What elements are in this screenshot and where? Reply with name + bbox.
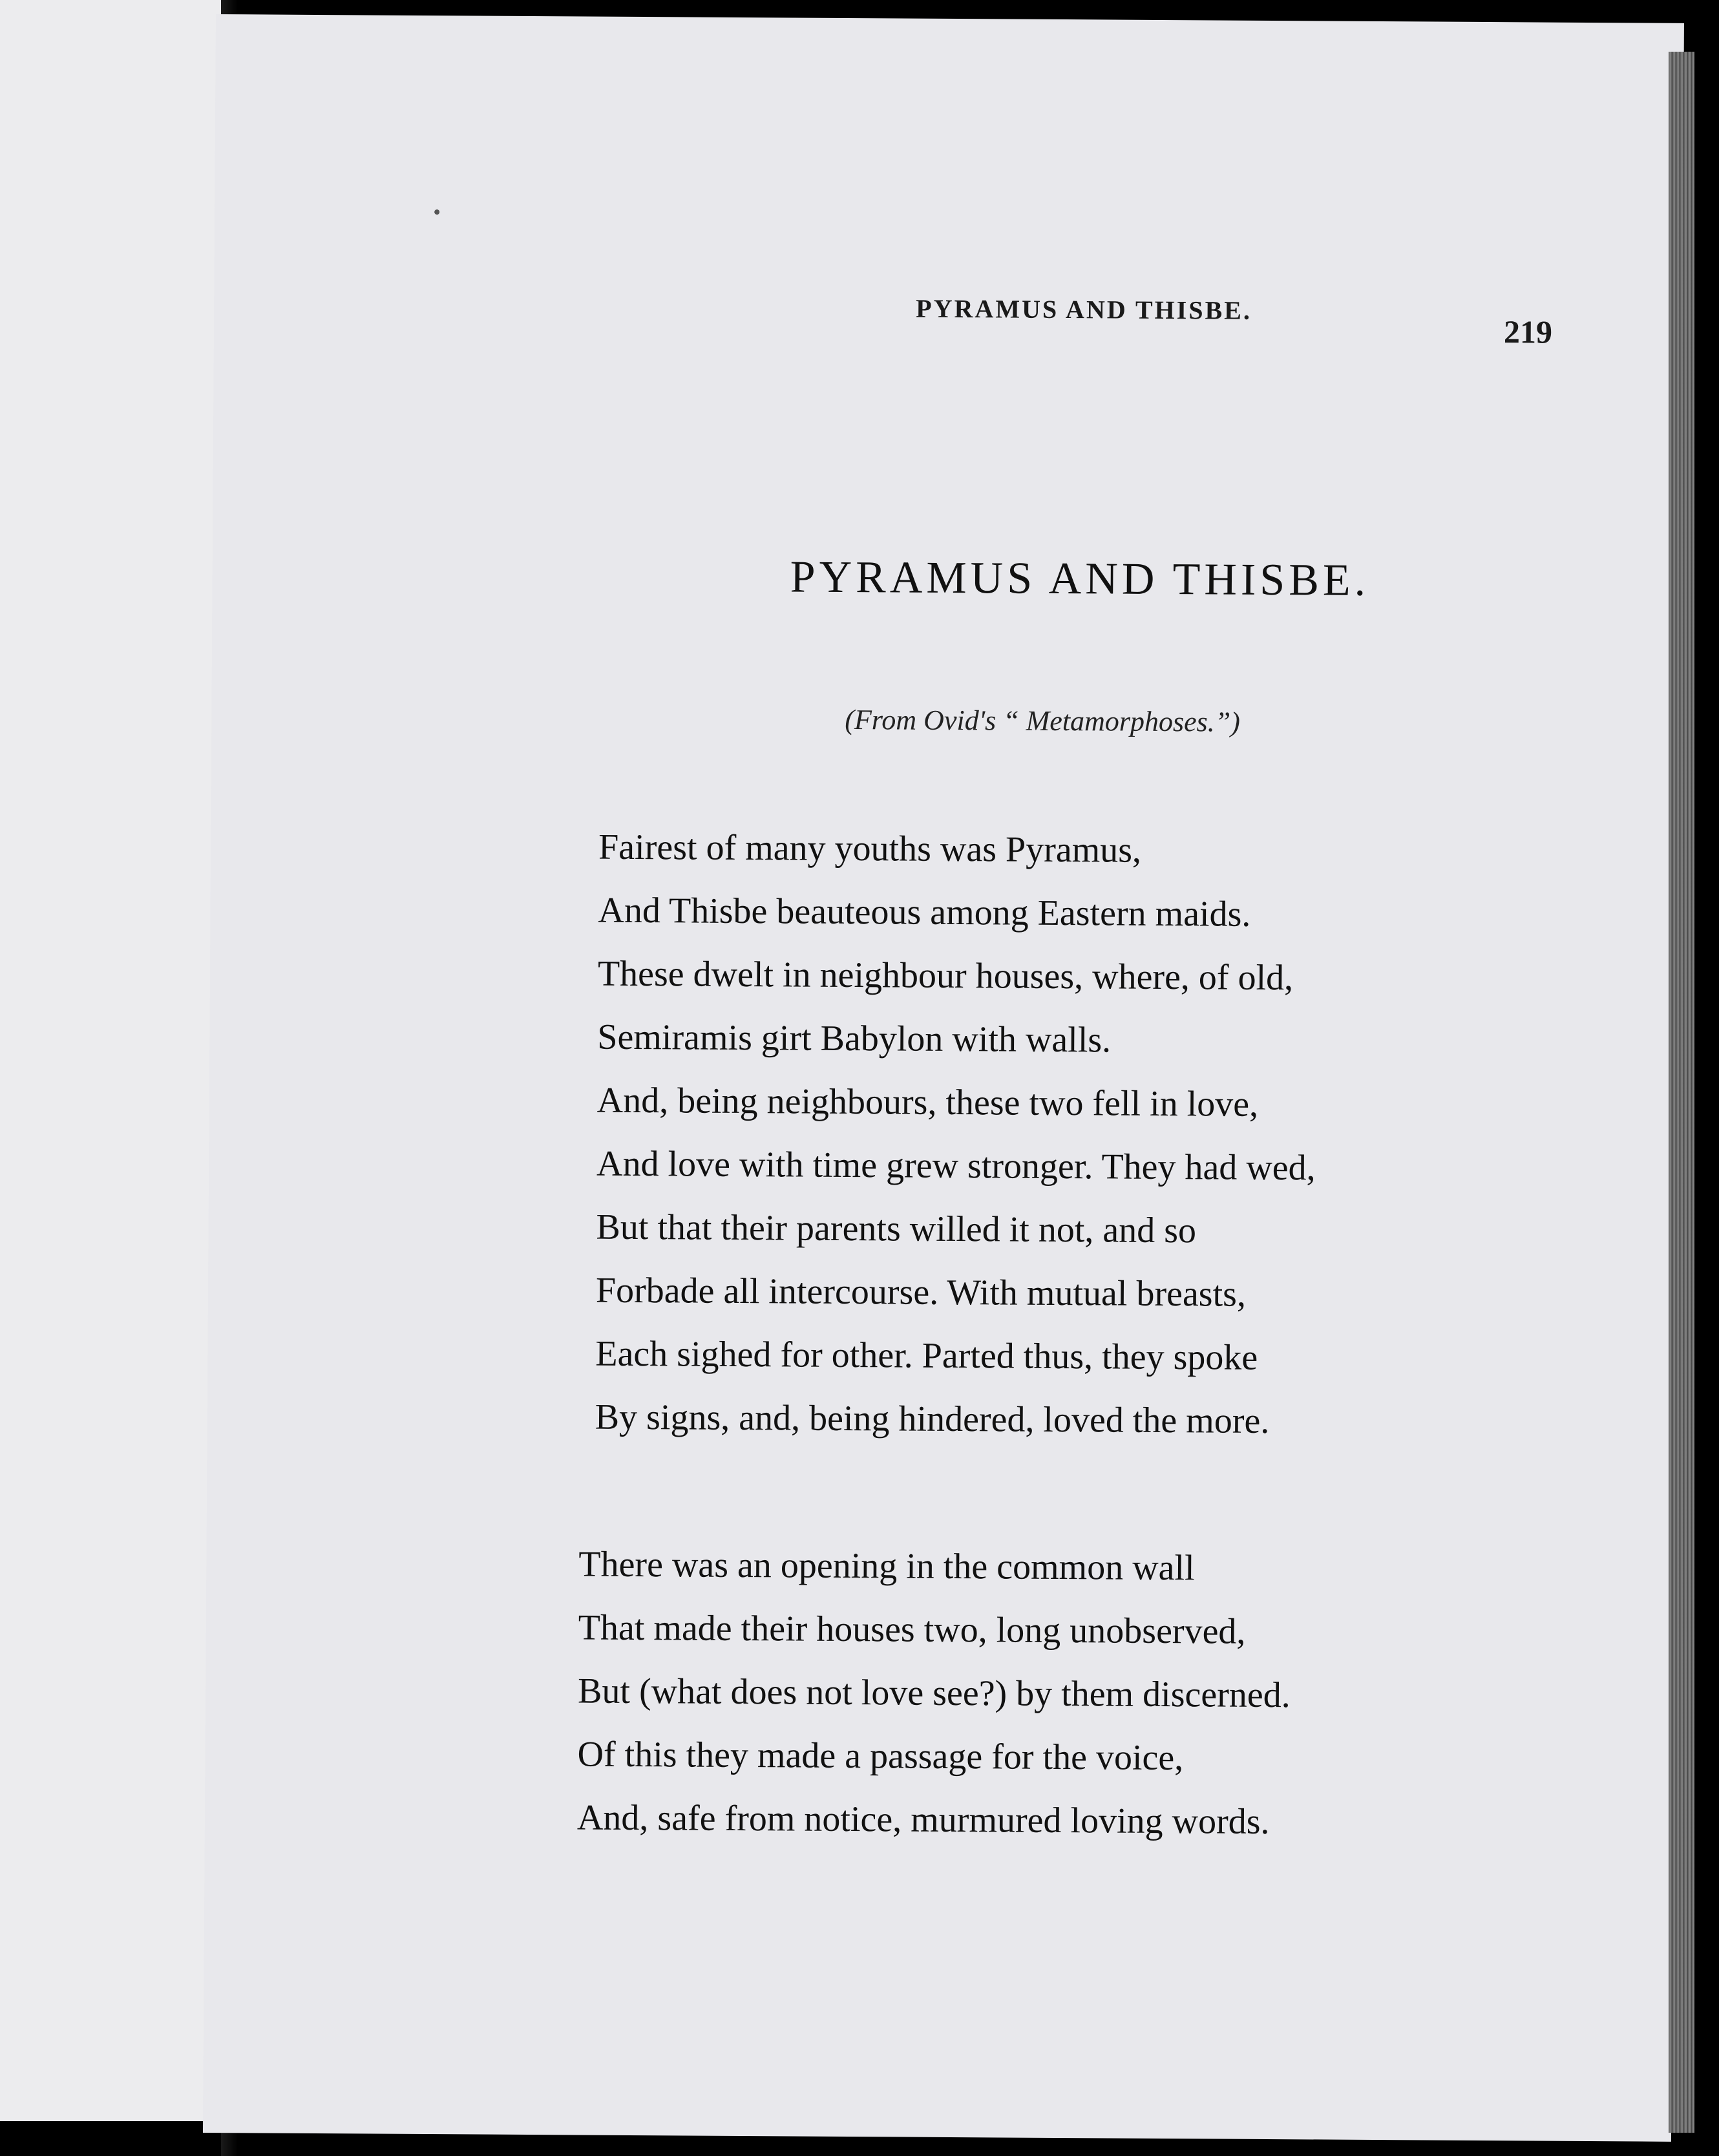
poem-line: But (what does not love see?) by them discerned.: [577, 1671, 1291, 1716]
stanza-2: [577, 1532, 1292, 1854]
page-edge: [1669, 52, 1694, 2133]
stanza-1: [595, 816, 1317, 1453]
running-head: PYRAMUS AND THISBE.: [916, 293, 1252, 325]
poem-title: PYRAMUS AND THISBE.: [790, 552, 1370, 606]
poem-line: And, safe from notice, murmured loving words.: [576, 1797, 1270, 1843]
paper-speck: [434, 209, 439, 215]
poem-line: There was an opening in the common wall: [578, 1544, 1195, 1589]
poem-line: Semiramis girt Babylon with walls.: [597, 1017, 1112, 1061]
poem-line: But that their parents willed it not, and so: [596, 1207, 1197, 1251]
poem-line: These dwelt in neighbour houses, where, of old,: [597, 953, 1294, 999]
right-page: [203, 14, 1684, 2142]
page-number: 219: [1503, 313, 1553, 350]
poem-line: Fairest of many youths was Pyramus,: [598, 827, 1142, 871]
poem-line: That made their houses two, long unobserved,: [578, 1607, 1246, 1652]
poem-line: Each sighed for other. Parted thus, they spoke: [595, 1333, 1258, 1378]
poem-line: And, being neighbours, these two fell in love,: [596, 1080, 1259, 1125]
left-page: [0, 0, 221, 2121]
poem-subtitle: (From Ovid's “ Metamorphoses.”): [845, 703, 1241, 738]
poem-line: Forbade all intercourse. With mutual breasts,: [595, 1270, 1247, 1315]
poem-line: And Thisbe beauteous among Eastern maids.: [598, 890, 1251, 935]
poem-line: And love with time grew stronger. They had wed,: [596, 1143, 1316, 1189]
poem-line: By signs, and, being hindered, loved the more.: [595, 1397, 1270, 1441]
poem-line: Of this they made a passage for the voice,: [577, 1734, 1184, 1779]
